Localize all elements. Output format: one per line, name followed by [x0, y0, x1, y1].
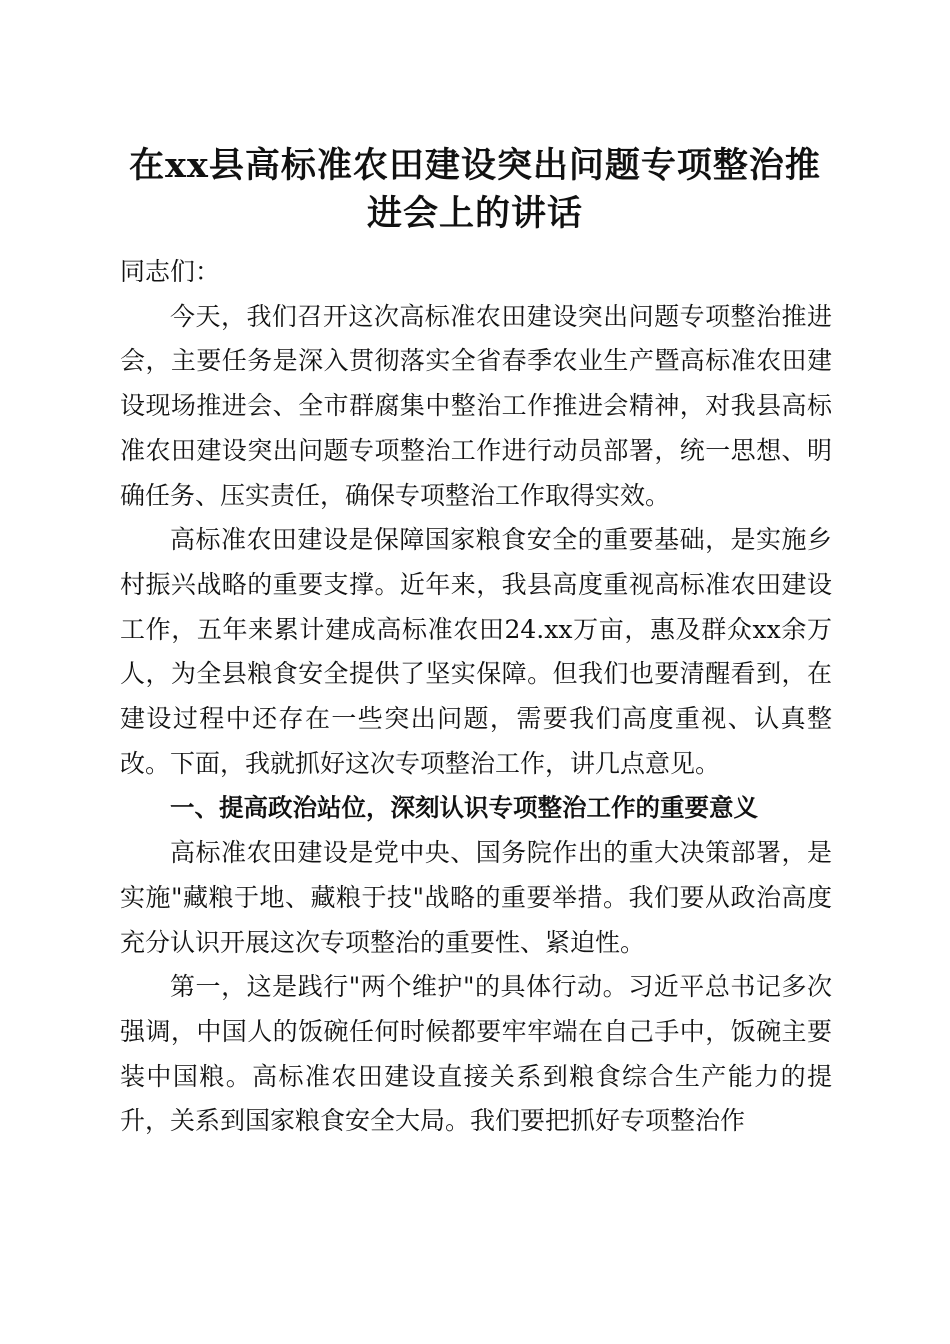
document-title-line-2: 进会上的讲话 [366, 193, 583, 234]
paragraph-section-intro: 高标准农田建设是党中央、国务院作出的重大决策部署，是实施"藏粮于地、藏粮于技"战略的重要举措。我们要从政治高度充分认识开展这次专项整治的重要性、紧迫性。 [120, 838, 832, 957]
document-title-line-1: 在xx县高标准农田建设突出问题专项整治推 [129, 145, 821, 186]
paragraph-point-one: 第一，这是践行"两个维护"的具体行动。习近平总书记多次强调，中国人的饭碗任何时候都要牢牢端在自己手中，饭碗主要装中国粮。高标准农田建设直接关系到粮食综合生产能力的提升，关系到国家粮食安全大局。我们要把抓好专项整治作 [120, 972, 832, 1136]
salutation: 同志们： [120, 257, 221, 286]
section-heading: 一、提高政治站位，深刻认识专项整治工作的重要意义 [170, 793, 758, 823]
paragraph-background: 高标准农田建设是保障国家粮食安全的重要基础，是实施乡村振兴战略的重要支撑。近年来，我县高度重视高标准农田建设工作，五年来累计建成高标准农田24.xx万亩，惠及群众xx余万人，为全县粮食安全提供了坚实保障。但我们也要清醒看到，在建设过程中还存在一些突出问题，需要我们高度重视、认真整改。下面，我就抓好这次专项整治工作，讲几点意见。 [120, 525, 832, 778]
document-body [120, 250, 832, 1144]
paragraph-opening: 今天，我们召开这次高标准农田建设突出问题专项整治推进会，主要任务是深入贯彻落实全省春季农业生产暨高标准农田建设现场推进会、全市群腐集中整治工作推进会精神，对我县高标准农田建设突出问题专项整治工作进行动员部署，统一思想、明确任务、压实责任，确保专项整治工作取得实效。 [120, 301, 832, 510]
